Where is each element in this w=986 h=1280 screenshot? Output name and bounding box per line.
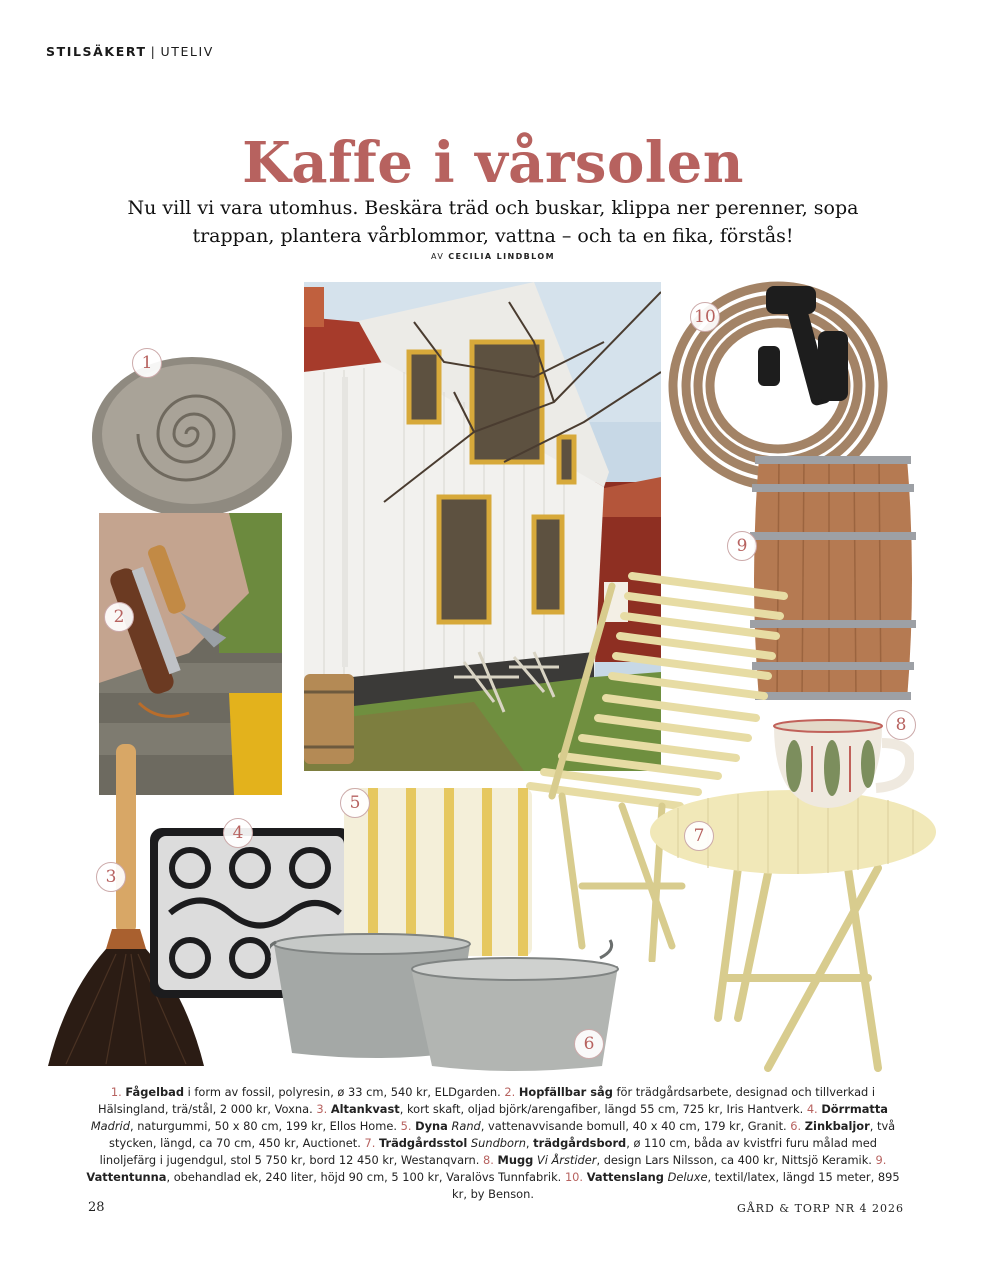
- caption-item-name: Zinkbaljor: [804, 1119, 870, 1133]
- magazine-issue: GÅRD & TORP NR 4 2026: [736, 1202, 904, 1215]
- caption-item-name: Trädgårdsstol: [378, 1136, 468, 1150]
- caption-item-name: Vattentunna: [86, 1170, 167, 1184]
- caption-number: 5.: [400, 1119, 412, 1133]
- caption-item-model: Madrid: [90, 1119, 130, 1133]
- intro-text: Nu vill vi vara utomhus. Beskära träd och buskar, klippa ner perenner, sopa trappan, plantera vårblommor, vattna – och ta en fika, förstås!: [127, 197, 859, 247]
- caption-item-name: Mugg: [497, 1153, 534, 1167]
- caption-number: 7.: [364, 1136, 376, 1150]
- page-number: 28: [88, 1200, 105, 1215]
- marker-1: 1: [132, 348, 162, 378]
- caption-item-name: trädgårdsbord: [533, 1136, 627, 1150]
- section-name: STILSÄKERT: [46, 44, 147, 59]
- caption-number: 6.: [790, 1119, 802, 1133]
- section-label: [46, 44, 214, 59]
- caption-item-text: i form av fossil, polyresin, ø 33 cm, 540 kr, ELDgarden.: [183, 1085, 505, 1099]
- caption-item-name: Vattenslang: [586, 1170, 664, 1184]
- caption-number: 9.: [875, 1153, 887, 1167]
- marker-2: 2: [104, 602, 134, 632]
- marker-8: 8: [886, 710, 916, 740]
- byline: [0, 252, 986, 261]
- caption-item-text: , naturgummi, 50 x 80 cm, 199 kr, Ellos Home.: [129, 1119, 401, 1133]
- caption-number: 1.: [110, 1085, 122, 1099]
- caption-item-name: Hopfällbar såg: [518, 1085, 613, 1099]
- product-caption: 1. Fågelbad i form av fossil, polyresin, ø 33 cm, 540 kr, ELDgarden. 2. Hopfällbar såg för trädgårdsarbete, designad och tillverkad i Hälsingland, trä/stål, 2 000 kr, Voxna. 3. Altankvast, kort skaft, oljad björk/arengafiber, längd 55 cm, 725 kr, Iris Hantverk. 4. Dörrmatta Madrid, naturgummi, 50 x 80 cm, 199 kr, Ellos Home. 5. Dyna Rand, vattenavvisande bomull, 40 x 40 cm, 179 kr, Granit. 6. Zinkbaljor, två stycken, längd, ca 70 cm, 450 kr, Auctionet. 7. Trädgårdsstol Sundborn, trädgårdsbord, ø 110 cm, båda av kvistfri furu målad med linoljefärg i jugendgul, stol 5 750 kr, bord 12 450 kr, Westanqvarn. 8. Mugg Vi Årstider, design Lars Nilsson, ca 400 kr, Nittsjö Keramik. 9. Vattentunna, obehandlad ek, 240 liter, höjd 90 cm, 5 100 kr, Varalövs Tunnfabrik. 10. Vattenslang Deluxe, textil/latex, längd 15 meter, 895 kr, by Benson.: [86, 1085, 900, 1201]
- caption-number: 3.: [316, 1102, 328, 1116]
- byline-prefix: AV: [431, 252, 445, 261]
- caption-item-text: , obehandlad ek, 240 liter, höjd 90 cm, 5 100 kr, Varalövs Tunnfabrik.: [166, 1170, 565, 1184]
- caption-number: 4.: [806, 1102, 818, 1116]
- caption-item-name: Dyna: [415, 1119, 448, 1133]
- caption-item-model: Vi Årstider: [536, 1153, 597, 1167]
- caption-item-text: , design Lars Nilsson, ca 400 kr, Nittsjö Keramik.: [596, 1153, 876, 1167]
- page-title: Kaffe i vårsolen: [242, 130, 744, 196]
- marker-9: 9: [727, 531, 757, 561]
- caption-number: 2.: [504, 1085, 516, 1099]
- marker-3: 3: [96, 862, 126, 892]
- caption-number: 10.: [564, 1170, 584, 1184]
- caption-item-model: Deluxe: [667, 1170, 708, 1184]
- subsection-name: UTELIV: [160, 44, 214, 59]
- caption-item-name: Fågelbad: [125, 1085, 184, 1099]
- caption-number: 8.: [483, 1153, 494, 1167]
- caption-item-text: , vattenavvisande bomull, 40 x 40 cm, 179 kr, Granit.: [480, 1119, 791, 1133]
- marker-6: 6: [574, 1029, 604, 1059]
- caption-item-text: , kort skaft, oljad björk/arengafiber, längd 55 cm, 725 kr, Iris Hantverk.: [399, 1102, 807, 1116]
- byline-author: CECILIA LINDBLOM: [448, 252, 555, 261]
- caption-item-name: Dörrmatta: [821, 1102, 888, 1116]
- caption-item-text: , två stycken, längd, ca 70 cm, 450 kr, Auctionet.: [109, 1119, 896, 1150]
- zinc-tubs-image: [270, 928, 622, 1076]
- marker-4: 4: [223, 818, 253, 848]
- caption-item-model: Sundborn: [470, 1136, 526, 1150]
- section-divider: |: [150, 44, 157, 59]
- caption-item-text: för trädgårdsarbete, designad och tillverkad i Hälsingland, trä/stål, 2 000 kr, Voxna.: [98, 1085, 876, 1116]
- caption-item-model: Rand: [451, 1119, 481, 1133]
- bird-bath-image: [92, 354, 294, 524]
- marker-7: 7: [684, 821, 714, 851]
- marker-5: 5: [340, 788, 370, 818]
- caption-item-name: Altankvast: [330, 1102, 400, 1116]
- caption-item-text: , ø 110 cm, båda av kvistfri furu målad med linoljefärg i jugendgul, stol 5 750 kr, bord 12 450 kr, Westanqvarn.: [99, 1136, 877, 1167]
- caption-item-text: , textil/latex, längd 15 meter, 895 kr, by Benson.: [452, 1170, 900, 1201]
- marker-10: 10: [690, 302, 720, 332]
